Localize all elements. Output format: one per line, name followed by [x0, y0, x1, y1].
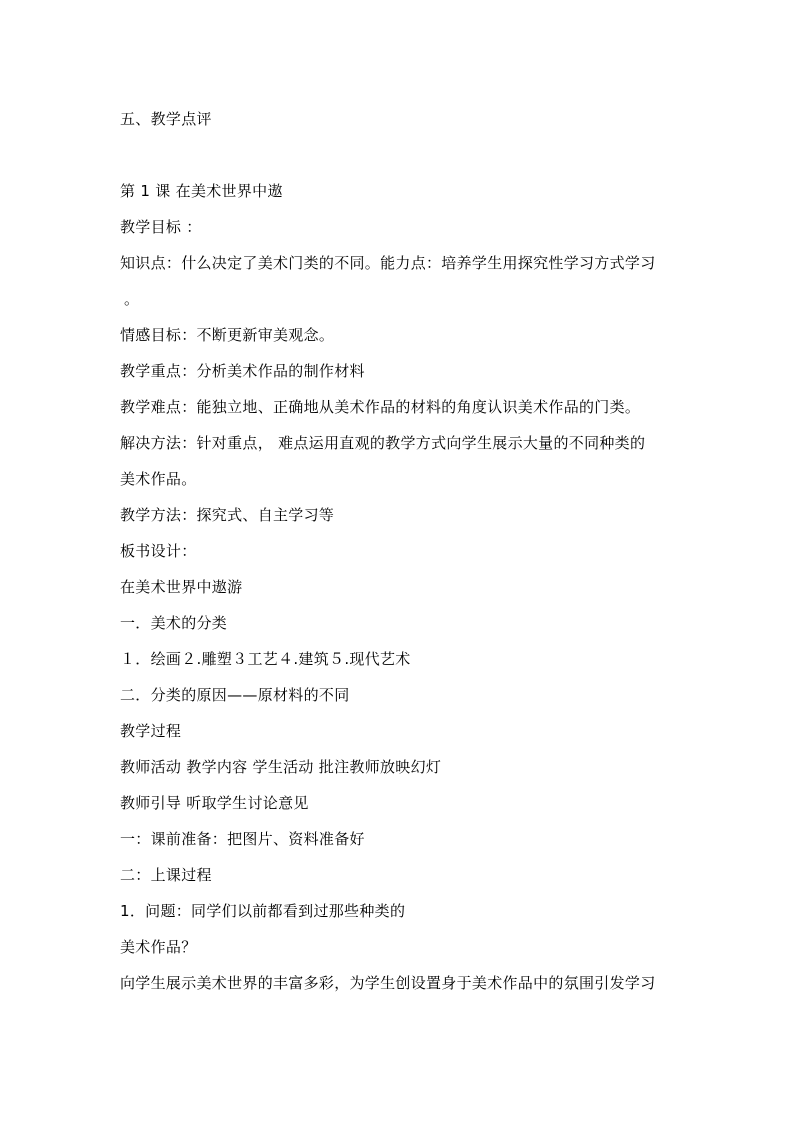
text-line: 教师活动 教学内容 学生活动 批注教师放映幻灯	[120, 758, 442, 776]
text-line: 二．分类的原因——原材料的不同	[120, 686, 350, 704]
text-line: 一．美术的分类	[120, 614, 228, 632]
text-line: 二：上课过程	[120, 866, 212, 884]
text-line: 在美术世界中遨游	[120, 578, 243, 596]
text-line: 教学难点：能独立地、正确地从美术作品的材料的角度认识美术作品的门类。	[120, 398, 641, 416]
text-line: 教师引导 听取学生讨论意见	[120, 794, 309, 812]
text-line: 教学目标 ：	[120, 218, 202, 236]
text-line: 教学重点：分析美术作品的制作材料	[120, 362, 365, 380]
text-line: 板书设计：	[120, 542, 197, 560]
text-line: 向学生展示美术世界的丰富多彩，为学生创设置身于美术作品中的氛围引发学习	[120, 974, 656, 992]
text-line: 教学过程	[120, 722, 182, 740]
text-line: 教学方法：探究式、自主学习等	[120, 506, 335, 524]
text-line: 一：课前准备：把图片、资料准备好	[120, 830, 365, 848]
text-line: 知识点：什么决定了美术门类的不同。能力点：培养学生用探究性学习方式学习	[120, 254, 656, 272]
text-line: 美术作品？	[120, 938, 197, 956]
text-line: 美术作品。	[120, 470, 197, 488]
lesson-title: 第 1 课 在美术世界中遨	[120, 182, 283, 200]
text-line: 情感目标：不断更新审美观念。	[120, 326, 335, 344]
text-line: 解决方法：针对重点， 难点运用直观的教学方式向学生展示大量的不同种类的	[120, 434, 646, 452]
text-line: 。	[124, 290, 140, 308]
section-heading: 五、教学点评	[120, 110, 212, 128]
text-line: １．绘画２.雕塑３工艺４.建筑５.现代艺术	[120, 650, 411, 668]
text-line: 1．问题：同学们以前都看到过那些种类的	[120, 902, 406, 920]
